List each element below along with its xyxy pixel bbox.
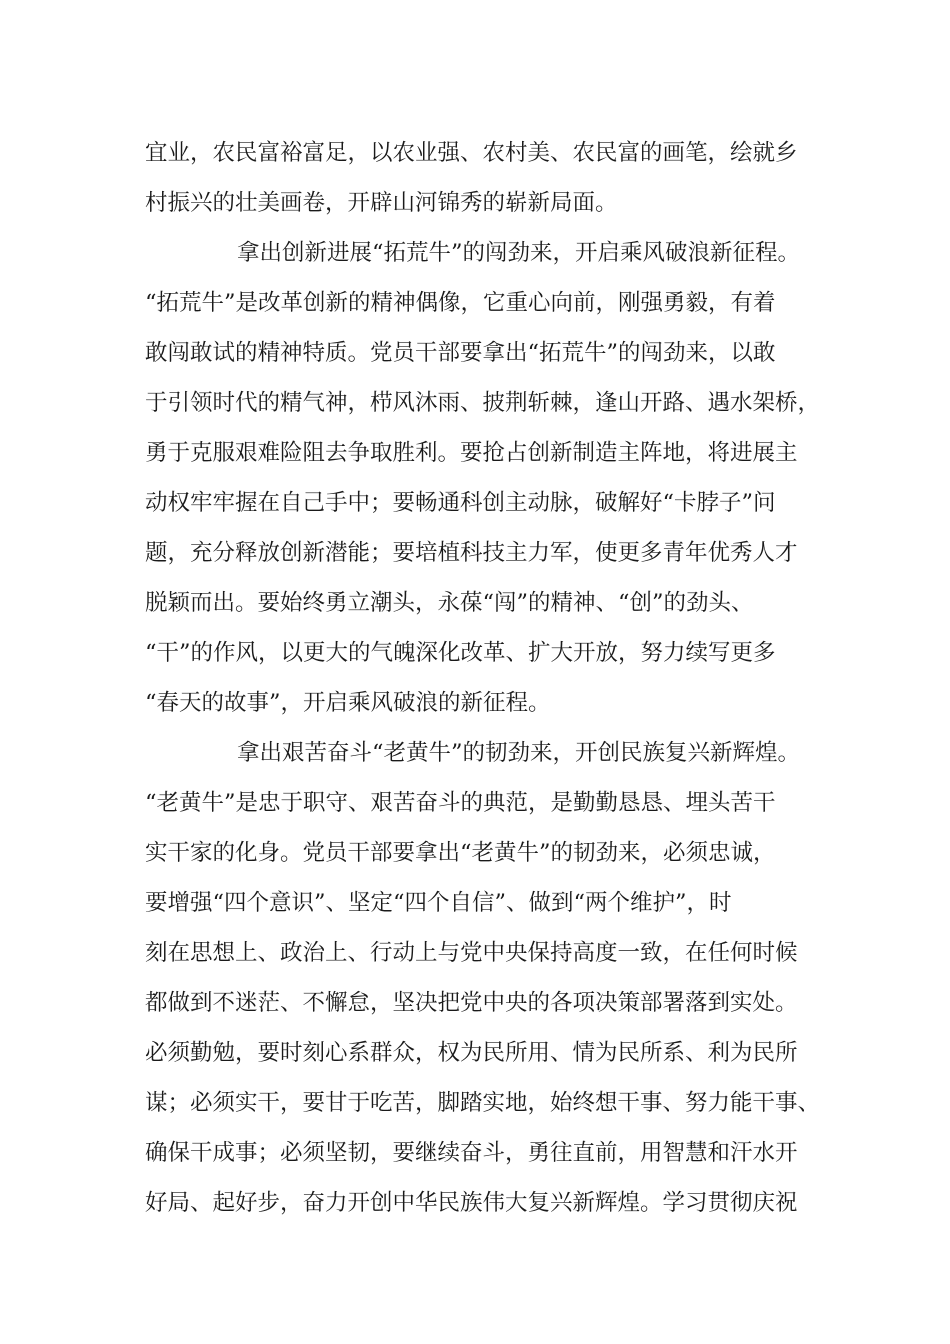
text-line: “拓荒牛”是改革创新的精神偶像，它重心向前，刚强勇毅，有着 — [145, 290, 776, 316]
text-line: 动权牢牢握在自己手中；要畅通科创主动脉，破解好“卡脖子”问 — [145, 490, 776, 516]
text-line: 确保干成事；必须坚韧，要继续奋斗，勇往直前，用智慧和汗水开 — [145, 1140, 798, 1166]
text-line: 刻在思想上、政治上、行动上与党中央保持高度一致，在任何时候 — [145, 940, 798, 966]
text-line: “干”的作风，以更大的气魄深化改革、扩大开放，努力续写更多 — [145, 640, 776, 666]
text-line: 勇于克服艰难险阻去争取胜利。要抢占创新制造主阵地，将进展主 — [145, 440, 798, 466]
text-line: 敢闯敢试的精神特质。党员干部要拿出“拓荒牛”的闯劲来，以敢 — [145, 340, 776, 366]
text-line: 村振兴的壮美画卷，开辟山河锦秀的崭新局面。 — [145, 190, 618, 216]
text-line: “春天的故事”，开启乘风破浪的新征程。 — [145, 690, 551, 716]
text-line: 脱颖而出。要始终勇立潮头，永葆“闯”的精神、“创”的劲头、 — [145, 590, 754, 616]
text-line: 要增强“四个意识”、坚定“四个自信”、做到“两个维护”，时 — [145, 890, 732, 916]
text-line: 都做到不迷茫、不懈怠，坚决把党中央的各项决策部署落到实处。 — [145, 990, 798, 1016]
text-line: 实干家的化身。党员干部要拿出“老黄牛”的韧劲来，必须忠诚， — [145, 840, 776, 866]
text-line: 必须勤勉，要时刻心系群众，权为民所用、情为民所系、利为民所 — [145, 1040, 798, 1066]
text-line: “老黄牛”是忠于职守、艰苦奋斗的典范，是勤勤恳恳、埋头苦干 — [145, 790, 776, 816]
paragraph-heading: 拿出艰苦奋斗“老黄牛”的韧劲来，开创民族复兴新辉煌。 — [237, 740, 801, 766]
paragraph-heading: 拿出创新进展“拓荒牛”的闯劲来，开启乘风破浪新征程。 — [237, 240, 801, 266]
text-line: 好局、起好步，奋力开创中华民族伟大复兴新辉煌。学习贯彻庆祝 — [145, 1190, 798, 1216]
text-line: 谋；必须实干，要甘于吃苦，脚踏实地，始终想干事、努力能干事、 — [145, 1090, 821, 1116]
text-line: 题，充分释放创新潜能；要培植科技主力军，使更多青年优秀人才 — [145, 540, 798, 566]
text-line: 于引领时代的精气神，栉风沐雨、披荆斩棘，逢山开路、遇水架桥， — [145, 390, 821, 416]
text-line: 宜业，农民富裕富足，以农业强、农村美、农民富的画笔，绘就乡 — [145, 140, 798, 166]
